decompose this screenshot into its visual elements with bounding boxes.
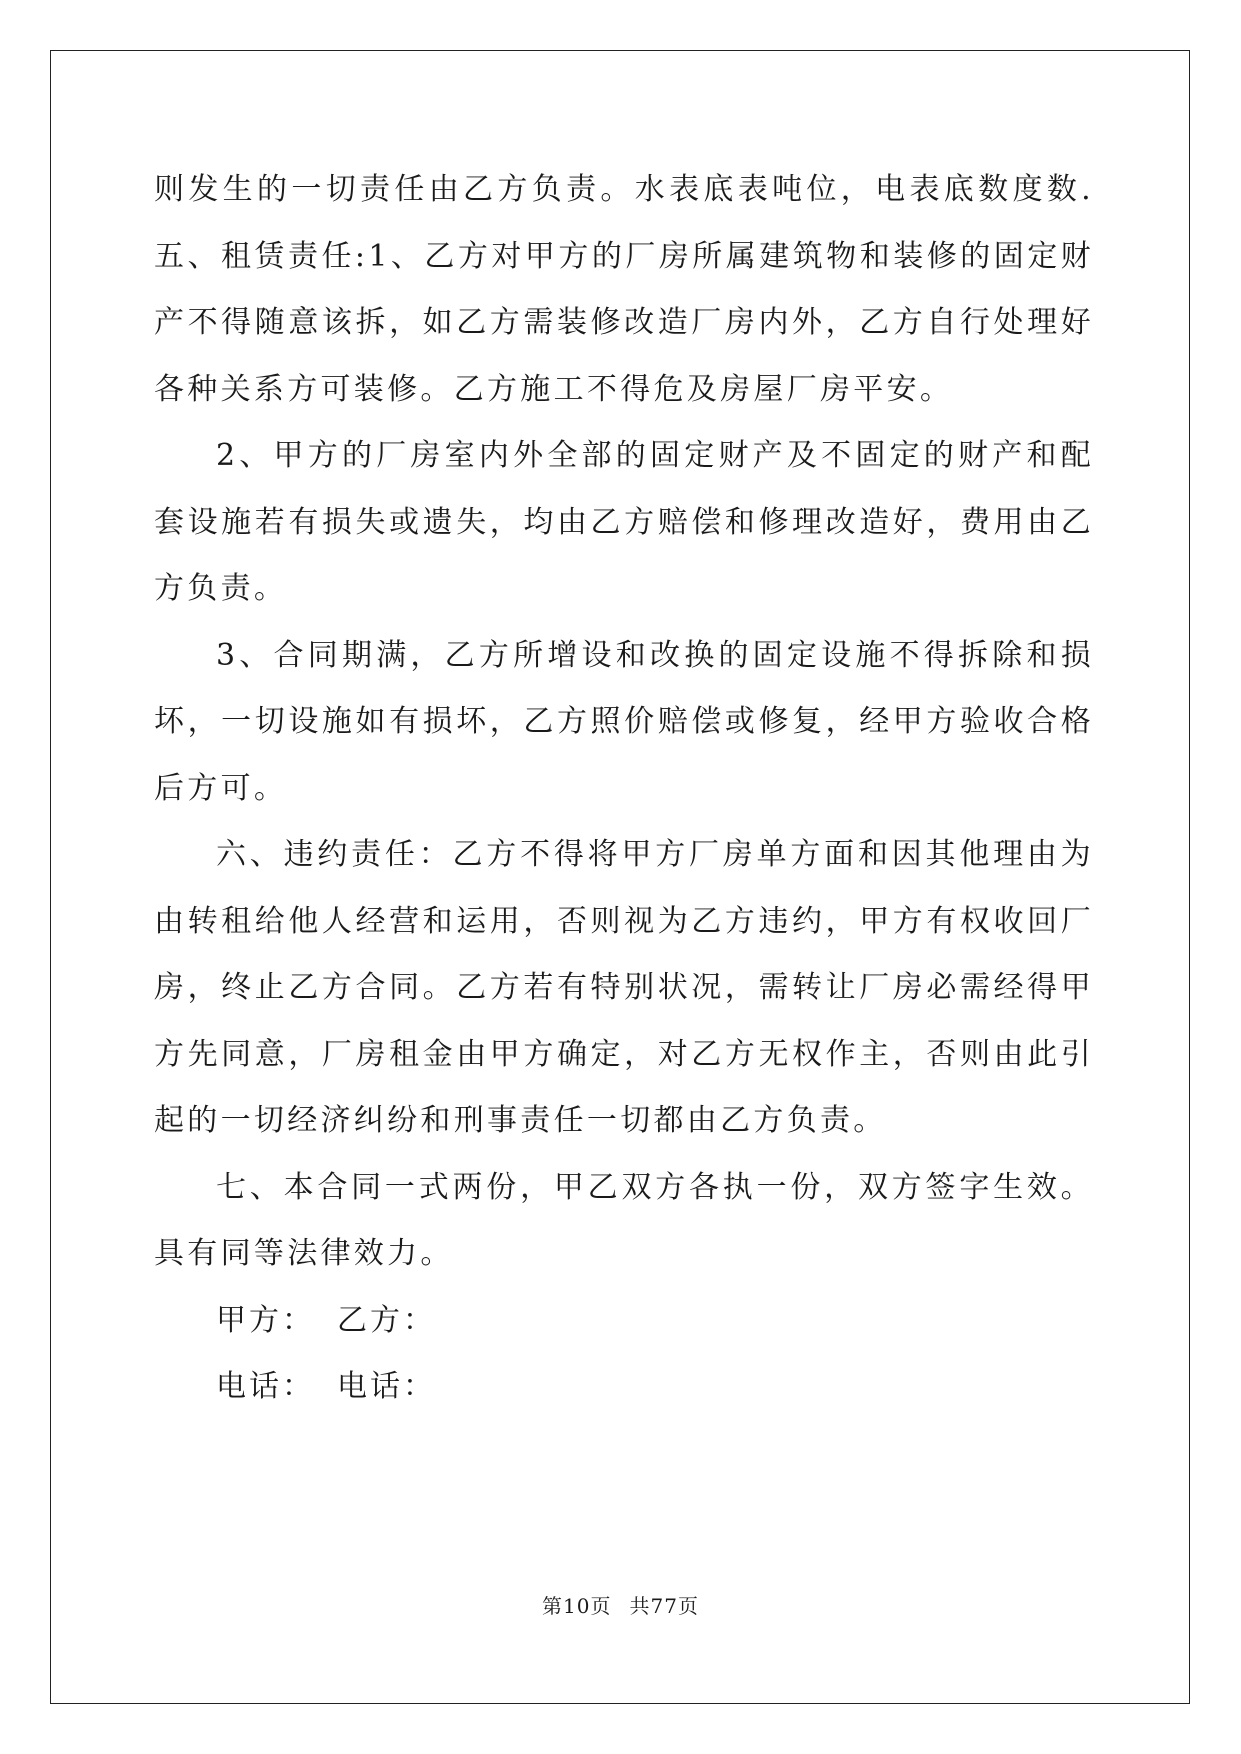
paragraph-breach-liability: 六、违约责任：乙方不得将甲方厂房单方面和因其他理由为由转租给他人经营和运用，否则视为乙方违约，甲方有权收回厂房，终止乙方合同。乙方若有特别状况，需转让厂房必需经得甲方先同意，厂房租金由甲方确定，对乙方无权作主，否则由此引起的一切经济纠纷和刑事责任一切都由乙方负责。	[154, 837, 1094, 1138]
phone-line	[154, 1354, 1094, 1421]
document-body	[154, 157, 1094, 1421]
page-number-current: 第10页	[542, 1594, 612, 1618]
paragraph-copies-effect: 七、本合同一式两份，甲乙双方各执一份，双方签字生效。具有同等法律效力。	[154, 1169, 1094, 1271]
page-footer	[0, 1592, 1241, 1620]
paragraph-clause-2: 2、甲方的厂房室内外全部的固定财产及不固定的财产和配套设施若有损失或遗失，均由乙方赔偿和修理改造好，费用由乙方负责。	[154, 438, 1094, 606]
party-a-phone-label: 电话：	[216, 1369, 315, 1404]
party-b-phone-label: 电话：	[337, 1369, 436, 1404]
signature-line	[154, 1288, 1094, 1355]
party-b-signature-label: 乙方：	[337, 1302, 436, 1338]
party-a-signature-label: 甲方：	[216, 1302, 315, 1338]
paragraph-clause-3: 3、合同期满，乙方所增设和改换的固定设施不得拆除和损坏，一切设施如有损坏，乙方照价赔偿或修复，经甲方验收合格后方可。	[154, 637, 1094, 806]
page-number-total: 共77页	[629, 1594, 699, 1618]
paragraph-lease-responsibility: 则发生的一切责任由乙方负责。水表底表吨位，电表底数度数.五、租赁责任:1、乙方对甲方的厂房所属建筑物和装修的固定财产不得随意该拆，如乙方需装修改造厂房内外，乙方自行处理好各种关系方可装修。乙方施工不得危及房屋厂房平安。	[154, 172, 1094, 407]
